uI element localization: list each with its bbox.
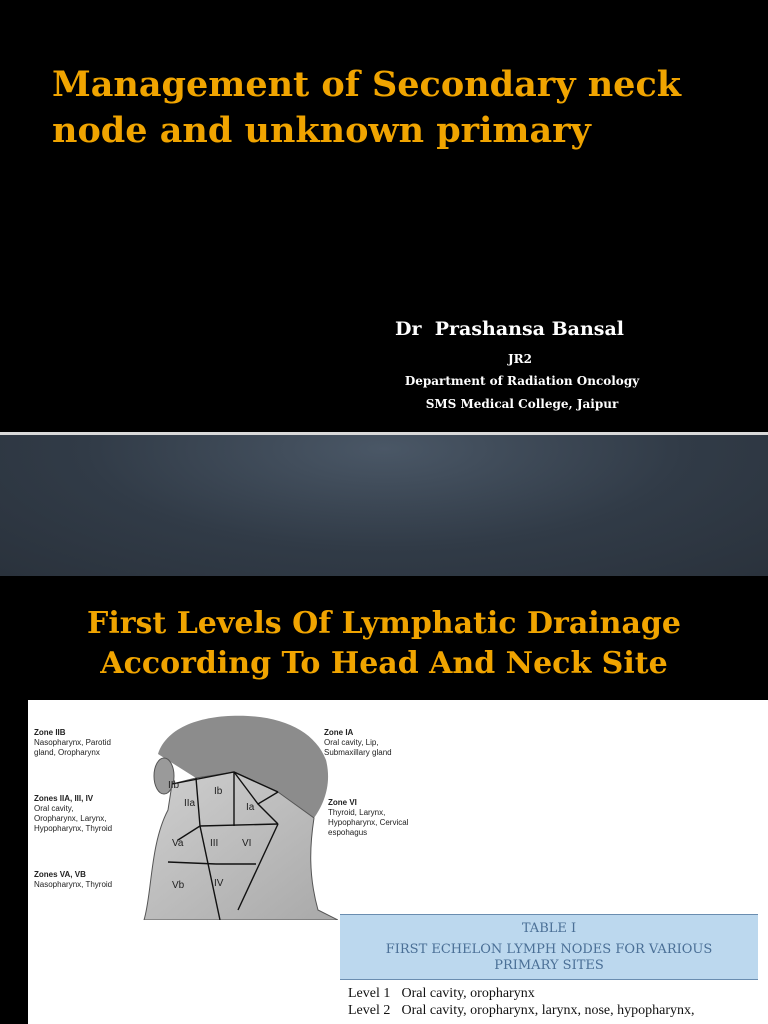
slide-2-title-line-1: First Levels Of Lymphatic Drainage (87, 606, 681, 641)
table-cell-level: Level 2 (348, 1003, 391, 1018)
zone-iib-note (34, 728, 111, 758)
slide-2-title (0, 604, 768, 684)
zone-text: Submaxillary gland (324, 748, 392, 757)
department: Department of Radiation Oncology (404, 374, 640, 388)
zone-text: espohagus (328, 828, 368, 837)
zone-title: Zone VI (328, 798, 357, 807)
label-vb: Vb (172, 880, 185, 891)
zone-text: Oral cavity, (34, 804, 74, 813)
table-row (348, 1003, 695, 1019)
table-row (348, 986, 535, 1002)
zone-vi-note (328, 798, 408, 838)
zone-text: Hypopharynx, Thyroid (34, 824, 113, 833)
first-echelon-table (340, 914, 758, 1024)
neck-lymph-levels-diagram (138, 714, 338, 920)
table-header (340, 914, 758, 980)
zone-title: Zone IA (324, 728, 354, 737)
zone-text: Nasopharynx, Parotid (34, 738, 111, 747)
zone-text: Nasopharynx, Thyroid (34, 880, 113, 889)
author-role: JR2 (508, 352, 532, 366)
label-vi: VI (242, 838, 252, 849)
blank-slide-band (0, 435, 768, 576)
label-ib: Ib (214, 786, 223, 797)
zone-text: Hypopharynx, Cervical (328, 818, 409, 827)
zone-title: Zones IIA, III, IV (34, 794, 94, 803)
zone-iia-iii-iv-note (34, 794, 112, 834)
label-iia: IIa (184, 798, 196, 809)
slide-title-line-2: node and unknown primary (52, 110, 591, 151)
slide-title (52, 62, 732, 154)
zone-text: Thyroid, Larynx, (328, 808, 386, 817)
college: SMS Medical College, Jaipur (425, 397, 619, 411)
zone-text: Oral cavity, Lip, (324, 738, 379, 747)
table-cell-level: Level 1 (348, 986, 391, 1001)
label-iv: IV (214, 878, 224, 889)
zone-text: gland, Oropharynx (34, 748, 100, 757)
table-cell-sites: Oral cavity, oropharynx (401, 986, 535, 1001)
slide-title-line-1: Management of Secondary neck (52, 64, 682, 105)
zone-title: Zones VA, VB (34, 870, 86, 879)
zone-va-vb-note (34, 870, 112, 890)
figure-panel (28, 700, 768, 1024)
label-ia: Ia (246, 802, 255, 813)
label-iii: III (210, 838, 219, 849)
table-caption: TABLE I (521, 921, 577, 936)
title-slide (0, 0, 768, 432)
slide-2-title-line-2: According To Head And Neck Site (100, 646, 668, 681)
table-heading: FIRST ECHELON LYMPH NODES FOR VARIOUS PRIMARY SITES (385, 942, 713, 973)
label-va: Va (172, 838, 184, 849)
author-name: Dr Prashansa Bansal (395, 318, 624, 340)
content-slide (0, 576, 768, 1024)
label-iib: IIb (168, 780, 180, 791)
zone-text: Oropharynx, Larynx, (34, 814, 107, 823)
zone-title: Zone IIB (34, 728, 66, 737)
table-cell-sites: Oral cavity, oropharynx, larynx, nose, hypopharynx, (401, 1003, 695, 1018)
